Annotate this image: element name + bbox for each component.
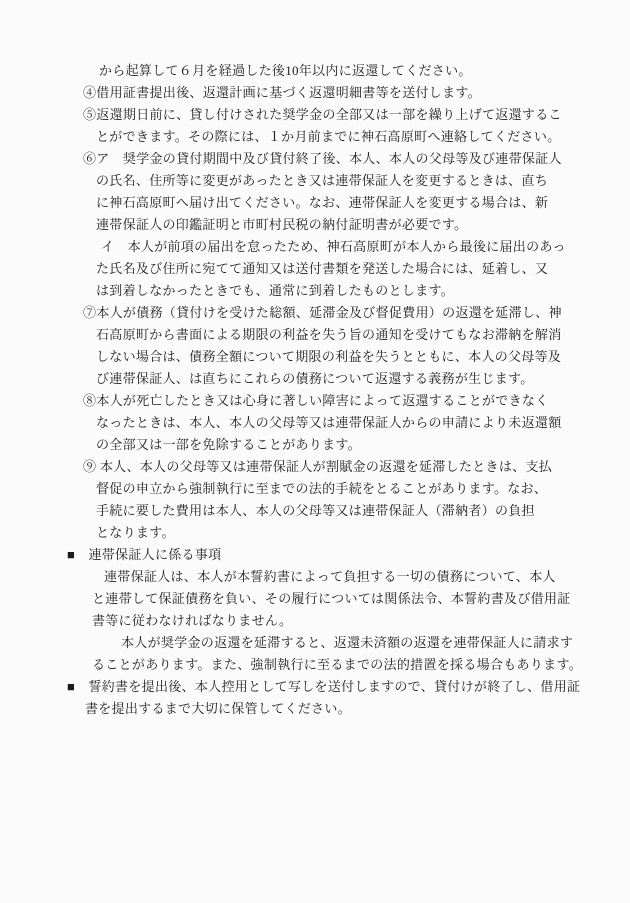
doc-line-item-8: ⑧本人が死亡したとき又は心身に著しい障害によって返還することができなく: [83, 393, 549, 408]
doc-line: 書等に従わなければなりません。: [92, 613, 293, 628]
doc-line: に神石高原町へ届け出てください。なお、連帯保証人を変更する場合は、新: [96, 195, 549, 210]
doc-line: は到着しなかったときでも、通常に到着したものとします。: [96, 283, 455, 298]
doc-line: から起算して６月を経過した後10年以内に返還してください。: [99, 63, 472, 78]
doc-line-item-4: ④借用証書提出後、返還計画に基づく返還明細書等を送付します。: [83, 85, 481, 100]
doc-line: 本人が奨学金の返還を延滞すると、返還未済額の返還を連帯保証人に請求す: [121, 635, 574, 650]
doc-line: となります。: [96, 525, 175, 540]
doc-line: の全部又は一部を免除することがあります。: [96, 437, 361, 452]
doc-line: とができます。その際には、１か月前までに神石高原町へ連絡してください。: [96, 129, 561, 144]
doc-line: び連帯保証人、は直ちにこれらの債務について返還する義務が生じます。: [96, 371, 534, 386]
doc-line: 連帯保証人の印鑑証明と市町村民税の納付証明書が必要です。: [96, 217, 468, 232]
doc-line-item-6-i: イ 本人が前項の届出を怠ったため、神石高原町が本人から最後に届出のあっ: [101, 239, 566, 254]
doc-line-item-5: ⑤返還期日前に、貸し付けされた奨学金の全部又は一部を繰り上げて返還するこ: [83, 107, 562, 122]
doc-line: ることがあります。また、強制執行に至るまでの法的措置を採る場合もあります。: [92, 657, 583, 672]
doc-line-item-7: ⑦本人が債務（貸付けを受けた総額、延滞金及び督促費用）の返還を延滞し、神: [83, 305, 562, 320]
doc-line: しない場合は、債務全額について期限の利益を失うとともに、本人の父母等及: [96, 349, 562, 364]
section-bullet-line: ■ 誓約書を提出後、本人控用として写しを送付しますので、貸付けが終了し、借用証: [67, 679, 581, 694]
doc-line: 書を提出するまで大切に保管してください。: [85, 701, 352, 716]
doc-line-item-6-a: ⑥ア 奨学金の貸付期間中及び貸付終了後、本人、本人の父母等及び連帯保証人: [83, 151, 562, 166]
section-heading-line: ■ 連帯保証人に係る事項: [67, 547, 222, 562]
document-text: [67, 60, 610, 720]
doc-line: 督促の申立から強制執行に至までの法的手続をとることがあります。なお、: [96, 481, 548, 496]
doc-line: の氏名、住所等に変更があったとき又は連帯保証人を変更するときは、直ち: [96, 173, 549, 188]
doc-line-item-9: ⑨ 本人、本人の父母等又は連帯保証人が割賦金の返還を延滞したときは、支払: [83, 459, 553, 474]
doc-line: 石高原町から書面による期限の利益を失う旨の通知を受けてもなお滞納を解消: [96, 327, 562, 342]
doc-line: なったときは、本人、本人の父母等又は連帯保証人からの申請により未返還額: [96, 415, 562, 430]
doc-line: 手続に要した費用は本人、本人の父母等又は連帯保証人（滞納者）の負担: [96, 503, 535, 518]
doc-line: 連帯保証人は、本人が本誓約書によって負担する一切の債務について、本人: [104, 569, 556, 584]
doc-line: た氏名及び住所に宛てて通知又は送付書類を発送した場合には、延着し、又: [96, 261, 549, 276]
doc-line: と連帯して保証債務を負い、その履行については関係法令、本誓約書及び借用証: [92, 591, 571, 606]
